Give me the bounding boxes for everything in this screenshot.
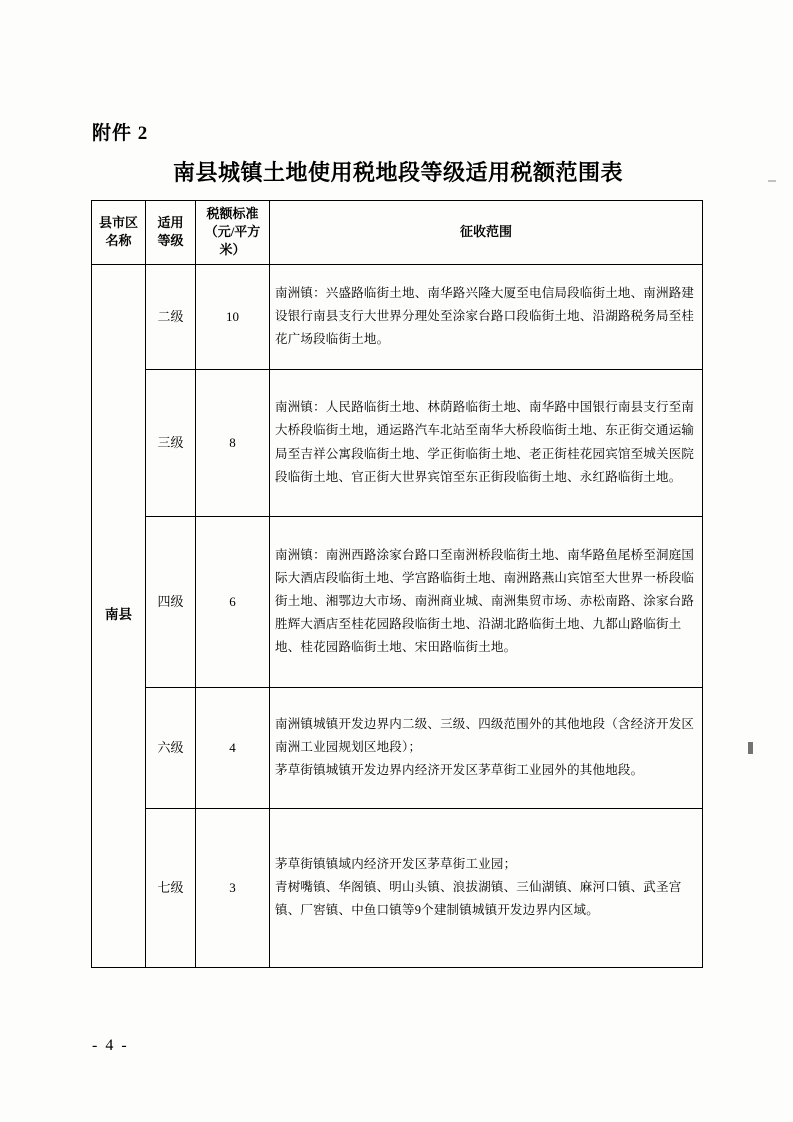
- scope-cell: 南洲镇城镇开发边界内二级、三级、四级范围外的其他地段（含经济开发区南洲工业园规划区地段）； 茅草街镇城镇开发边界内经济开发区茅草街工业园外的其他地段。: [270, 687, 703, 808]
- table-row: [92, 264, 703, 369]
- column-header-county: 县市区 名称: [92, 201, 146, 265]
- grade-cell: 三级: [146, 369, 196, 516]
- table-row: [92, 516, 703, 687]
- amount-cell: 4: [196, 687, 270, 808]
- table-row: [92, 687, 703, 808]
- table-row: [92, 369, 703, 516]
- column-header-grade: 适用 等级: [146, 201, 196, 265]
- scope-cell: 南洲镇：南洲西路涂家台路口至南洲桥段临街土地、南华路鱼尾桥至洞庭国际大酒店段临街土地、学宫路临街土地、南洲路燕山宾馆至大世界一桥段临街土地、湘鄂边大市场、南洲商业城、南洲集贸市场、赤松南路、涂家台路胜辉大酒店至桂花园路段临街土地、沿湖北路临街土地、九都山路临街土地、桂花园路临街土地、宋田路临街土地。: [270, 516, 703, 687]
- page-title: 南县城镇土地使用税地段等级适用税额范围表: [172, 160, 623, 185]
- amount-cell: 6: [196, 516, 270, 687]
- scope-cell: 南洲镇：兴盛路临街土地、南华路兴隆大厦至电信局段临街土地、南洲路建设银行南县支行大世界分理处至涂家台路口段临街土地、沿湖路税务局至桂花广场段临街土地。: [270, 264, 703, 369]
- tax-rate-table: [91, 200, 703, 968]
- amount-cell: 8: [196, 369, 270, 516]
- table-row: [92, 808, 703, 967]
- scope-cell: 南洲镇：人民路临街土地、林荫路临街土地、南华路中国银行南县支行至南大桥段临街土地，通运路汽车北站至南华大桥段临街土地、东正街交通运输局至吉祥公寓段临街土地、学正街临街土地、老正街桂花园宾馆至城关医院段临街土地、官正街大世界宾馆至东正街段临街土地、永红路临街土地。: [270, 369, 703, 516]
- grade-cell: 六级: [146, 687, 196, 808]
- scope-cell: 茅草街镇镇域内经济开发区茅草街工业园； 青树嘴镇、华阁镇、明山头镇、浪拔湖镇、三仙湖镇、麻河口镇、武圣宫镇、厂窖镇、中鱼口镇等9个建制镇城镇开发边界内区域。: [270, 808, 703, 967]
- attachment-label: 附件 2: [92, 123, 149, 144]
- amount-cell: 10: [196, 264, 270, 369]
- grade-cell: 二级: [146, 264, 196, 369]
- scan-edge-mark: [748, 742, 753, 754]
- scan-edge-mark-secondary: [768, 180, 776, 182]
- table-header-row: [92, 201, 703, 265]
- grade-cell: 七级: [146, 808, 196, 967]
- column-header-amount: 税额标准 （元/平方米）: [196, 201, 270, 265]
- grade-cell: 四级: [146, 516, 196, 687]
- column-header-scope: 征收范围: [270, 201, 703, 265]
- county-name-cell: 南县: [92, 264, 146, 967]
- page-number: - 4 -: [92, 1037, 129, 1054]
- amount-cell: 3: [196, 808, 270, 967]
